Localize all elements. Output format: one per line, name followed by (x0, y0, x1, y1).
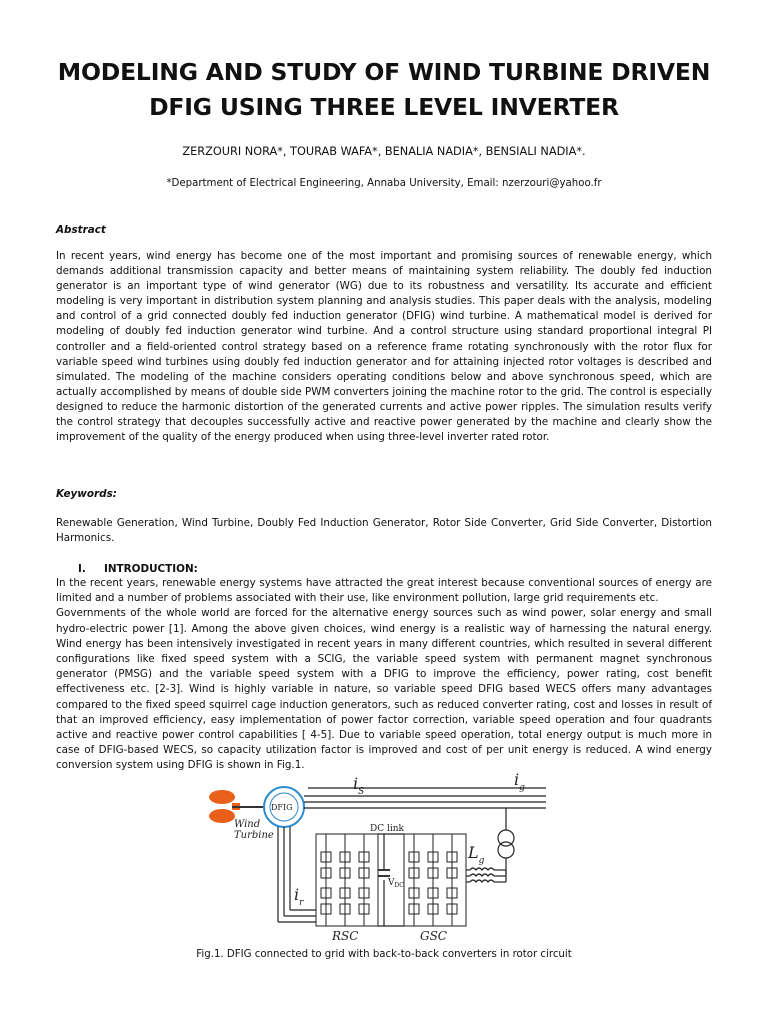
figure-dfig-diagram (208, 772, 560, 942)
keywords-heading: Keywords: (56, 488, 117, 500)
rotor-leads (278, 827, 316, 922)
author-list: ZERZOURI NORA*, TOURAB WAFA*, BENALIA NADIA*, BENSIALI NADIA*. (182, 145, 586, 158)
grid-current-label: $i_g$ (514, 772, 525, 793)
intro-paragraph-1: In the recent years, renewable energy systems have attracted the great interest because conventional sources of energy are limited and a number of problems associated with their use, like environment pollution, large grid requirements etc. (56, 577, 712, 605)
grid-side-converter (404, 834, 466, 926)
section-heading-introduction (78, 563, 198, 575)
paper-title: MODELING AND STUDY OF WIND TURBINE DRIVEN DFIG USING THREE LEVEL INVERTER (57, 58, 711, 121)
grid-bus-lines (304, 788, 546, 808)
abstract-body: In recent years, wind energy has become one of the most important and promising sources of renewable energy, which demands additional transmission capacity and better means of maintaining system reliability. The doubly fed induction generator is an important type of wind generator (WG) due to its robustness and versatility. Its accurate and efficient modeling is very important in distribution system planning and analysis studies. This paper deals with the analysis, modeling and control of a grid connected doubly fed induction generator (DFIG) wind turbine. A mathematical model is derived for modeling of doubly fed induction generator wind turbine. And a control structure using standard proportional integral PI controller and a field-oriented control strategy based on a reference frame rotating synchronously with the rotor flux for variable speed wind turbines using doubly fed induction generator and for attaining injected rotor voltages is described and simulated. The modeling of the machine considers operating conditions below and above synchronous speed, which are actually accomplished by means of double side PWM converters joining the machine rotor to the grid. The control is especially designed to reduce the harmonic distortion of the generated currents and active power ripples. The simulation results verify the control strategy that decouples successfully active and reactive power generated by the machine and clearly show the improvement of the quality of the energy produced when using three-level inverter rated rotor. (56, 250, 712, 444)
rotor-side-converter (316, 834, 378, 926)
dfig-machine (264, 787, 304, 827)
keywords-body: Renewable Generation, Wind Turbine, Doubly Fed Induction Generator, Rotor Side Converter, Grid Side Converter, Distortion Harmonics. (56, 517, 712, 545)
gsc-label: GSC (420, 929, 447, 942)
section-title: INTRODUCTION: (104, 563, 198, 575)
figure-caption: Fig.1. DFIG connected to grid with back-to-back converters in rotor circuit (196, 949, 572, 960)
intro-paragraph-2: Governments of the whole world are forced for the alternative energy sources such as wind power, solar energy and small hydro-electric power [1]. Among the above given choices, wind energy is a realistic way of harnessing the natural energy. Wind energy has been intensively investigated in recent years in many different countries, which resulted in several different configurations like fixed speed system with a SCIG, the variable speed system with permanent magnet synchronous generator (PMSG) and the variable speed system with a DFIG to improve the efficiency, power rating, cost benefit effectiveness etc. [2-3]. Wind is highly variable in nature, so variable speed DFIG based WECS offers many advantages compared to the fixed speed squirrel cage induction generators, such as reduced converter rating, cost and losses in result of that an improved efficiency, easy implementation of power factor correction, variable speed operation and four quadrants active and reactive power control capabilities [ 4-5]. Due to variable speed operation, total energy output is much more in case of DFIG-based WECS, so capacity utilization factor is improved and cost of per unit energy is reduced. A wind energy conversion system using DFIG is shown in Fig.1. (56, 607, 712, 772)
dc-voltage-label: $V_{DC}$ (388, 878, 404, 889)
dfig-label: DFIG (271, 803, 293, 812)
transformer (498, 808, 514, 874)
grid-filter-inductors (466, 868, 506, 882)
abstract-heading: Abstract (56, 224, 106, 236)
rotor-current-label: $i_r$ (294, 885, 304, 908)
stator-current-label: $i_S$ (353, 774, 365, 797)
turbine-label: Turbine (234, 830, 274, 841)
affiliation: *Department of Electrical Engineering, Annaba University, Email: nzerzouri@yahoo.fr (166, 178, 602, 189)
dc-link-label: DC link (370, 824, 404, 834)
rsc-label: RSC (332, 929, 359, 942)
wind-label: Wind (234, 819, 261, 830)
filter-inductance-label: $L_g$ (468, 843, 485, 866)
introduction-body (56, 576, 712, 774)
section-number: I. (78, 563, 86, 575)
